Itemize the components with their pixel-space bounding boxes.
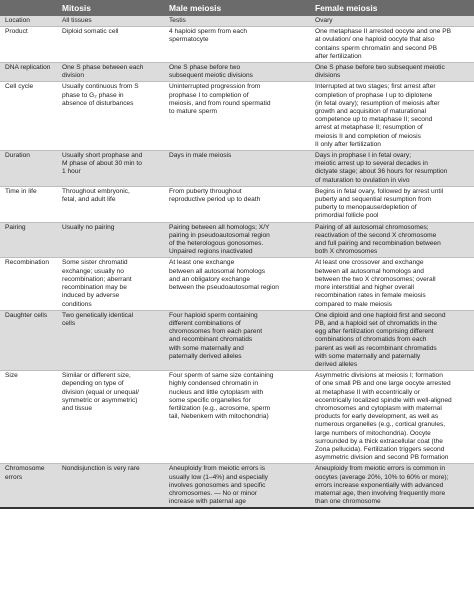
row-label <box>0 27 57 63</box>
male-meiosis-cell <box>164 222 310 258</box>
row-label <box>0 16 57 27</box>
female-meiosis-cell-text: Begins in fetal ovary, followed by arrest until puberty and sequential resumption from puberty to menopause/depletion of primordial follicle pool <box>315 187 444 220</box>
row-label <box>0 464 57 509</box>
mitosis-cell-text: Usually short prophase and M phase of about 30 min to 1 hour <box>62 152 143 176</box>
male-meiosis-cell-text: At least one exchange between all autosomal homologs and an obligatory exchange between the pseudoautosomal region <box>169 259 279 292</box>
row-label-text: Location <box>5 17 30 24</box>
female-meiosis-cell <box>310 222 474 258</box>
table-row <box>0 151 474 187</box>
table-header <box>0 0 474 16</box>
mitosis-cell-text: Some sister chromatid exchange; usually no recombination; aberrant recombination may be induced by adverse conditions <box>62 259 132 308</box>
mitosis-cell <box>57 27 164 63</box>
row-label-text: DNA replication <box>5 64 51 72</box>
table-row <box>0 258 474 310</box>
row-label-text: Recombination <box>5 259 49 267</box>
mitosis-cell-text: Nondisjunction is very rare <box>62 465 140 473</box>
mitosis-cell-text: Throughout embryonic, fetal, and adult life <box>62 187 130 204</box>
mitosis-cell <box>57 258 164 310</box>
male-meiosis-cell <box>164 82 310 151</box>
male-meiosis-cell-text: Pairing between all homologs; X/Y pairing in pseudoautosomal region of the heterologous gonosomes. Unpaired regions inactivated <box>169 223 270 256</box>
table-row <box>0 310 474 370</box>
male-meiosis-cell <box>164 151 310 187</box>
male-meiosis-cell-text: Four haploid sperm containing different combinations of chromosomes from each parent and recombinant chromatids with some maternally and paternally derived alleles <box>169 311 263 360</box>
mitosis-cell <box>57 82 164 151</box>
female-meiosis-cell-text: Interrupted at two stages; first arrest after completion of prophase I up to diplotene (in fetal ovary); resumption of meiosis after growth and acquisition of maturational competence up to metaphase II; second arrest at metaphase II; resumption of meiosis II and completion of meiosis II only after fertilization <box>315 83 440 148</box>
female-meiosis-cell <box>310 310 474 370</box>
male-meiosis-cell-text: Aneuploidy from meiotic errors is usually low (1–4%) and especially involves gonosomes and specific chromosomes. — No or minor increase with paternal age <box>169 465 268 506</box>
mitosis-cell-text: Similar or different size, depending on type of division (equal or unequal/ symmetric or asymmetric) and tissue <box>62 372 139 412</box>
mitosis-cell <box>57 371 164 464</box>
mitosis-cell <box>57 222 164 258</box>
header-row <box>0 0 474 16</box>
female-meiosis-cell-text: Ovary <box>315 17 333 24</box>
row-label-text: Product <box>5 28 28 36</box>
row-label-text: Duration <box>5 152 30 160</box>
table-row <box>0 27 474 63</box>
mitosis-cell <box>57 151 164 187</box>
table-row <box>0 63 474 82</box>
mitosis-cell <box>57 63 164 82</box>
female-meiosis-cell <box>310 371 474 464</box>
mitosis-cell-text: Usually no pairing <box>62 223 115 231</box>
mitosis-cell <box>57 310 164 370</box>
male-meiosis-cell <box>164 186 310 222</box>
female-meiosis-cell-text: Days in prophase I in fetal ovary; meiotic arrest up to several decades in dictyate stage; about 36 hours for resumption of maturation to ovulation in vivo <box>315 152 448 184</box>
table-row <box>0 371 474 464</box>
row-label-text: Daughter cells <box>5 311 48 319</box>
mitosis-cell-text: All tissues <box>62 17 92 24</box>
row-label <box>0 82 57 151</box>
row-label-text: Cell cycle <box>5 83 34 91</box>
female-meiosis-cell <box>310 151 474 187</box>
table-row <box>0 464 474 509</box>
male-meiosis-cell <box>164 27 310 63</box>
row-label-text: Time in life <box>5 187 37 195</box>
table-row <box>0 82 474 151</box>
female-meiosis-cell-text: At least one crossover and exchange between all autosomal homologs and between the two X chromosomes; overall more interstitial and higher overall recombination rates in female meiosis compared to male meiosis <box>315 259 436 308</box>
female-meiosis-cell <box>310 63 474 82</box>
male-meiosis-cell <box>164 464 310 509</box>
row-label <box>0 258 57 310</box>
male-meiosis-cell <box>164 258 310 310</box>
header-male-meiosis: Male meiosis <box>164 0 310 16</box>
row-label <box>0 151 57 187</box>
male-meiosis-cell-text: Four sperm of same size containing highly condensed chromatin in nucleus and little cytoplasm with some specific organelles for fertilization (e.g., acrosome, sperm tail, Nebenkern with mitochondria) <box>169 372 274 421</box>
male-meiosis-cell <box>164 16 310 27</box>
female-meiosis-cell <box>310 16 474 27</box>
female-meiosis-cell-text: Aneuploidy from meiotic errors is common in oocytes (average 20%, 10% to 60% or more); errors increase exponentially with advanced maternal age, then involving frequently more than one chromosome <box>315 465 449 506</box>
male-meiosis-cell-text: Days in male meiosis <box>169 152 232 160</box>
male-meiosis-cell-text: Uninterrupted progression from prophase I to completion of meiosis, and from round spermatid to mature sperm <box>169 83 271 116</box>
female-meiosis-cell-text: One metaphase II arrested oocyte and one PB at ovulation/ one haploid oocyte that also contains sperm chromatin and second PB after fertilization <box>315 28 451 60</box>
table-row <box>0 222 474 258</box>
header-female-meiosis: Female meiosis <box>310 0 474 16</box>
male-meiosis-cell-text: 4 haploid sperm from each spermatocyte <box>169 28 248 44</box>
table-row <box>0 186 474 222</box>
female-meiosis-cell <box>310 82 474 151</box>
mitosis-cell <box>57 16 164 27</box>
female-meiosis-cell-text: Asymmetric divisions at meiosis I; formation of one small PB and one large oocyte arrested at metaphase II with eccentrically or eccentrically localized spindle with well-aligned chromosomes and cytoplasm with maternal products for early development, as well as numerous organelles (e.g., cortical granules, large numbers of mitochondria). Oocyte surrounded by a thick extracellular coat (the Zona pellucida). Fertilization triggers second asymmetric division and second PB formation <box>315 372 452 462</box>
male-meiosis-cell-text: Testis <box>169 17 186 24</box>
male-meiosis-cell-text: One S phase before two subsequent meiotic divisions <box>169 64 253 80</box>
female-meiosis-cell <box>310 186 474 222</box>
mitosis-cell-text: Two genetically identical cells <box>62 311 134 327</box>
female-meiosis-cell <box>310 464 474 509</box>
female-meiosis-cell-text: One S phase before two subsequent meiotic divisions <box>315 64 445 80</box>
row-label-text: Size <box>5 372 18 380</box>
row-label <box>0 371 57 464</box>
header-empty <box>0 0 57 16</box>
mitosis-cell-text: Usually continuous from S phase to G₂ phase in absence of disturbances <box>62 83 139 107</box>
row-label <box>0 222 57 258</box>
row-label <box>0 63 57 82</box>
female-meiosis-cell-text: One diploid and one haploid first and second PB, and a haploid set of chromatids in the egg after fertilization comprising different combinations of chromatids from each parent as well as recombinant chromatids with some maternally and paternally derived alleles <box>315 311 446 368</box>
row-label <box>0 186 57 222</box>
header-mitosis: Mitosis <box>57 0 164 16</box>
row-label-text: Chromosome errors <box>5 465 45 481</box>
female-meiosis-cell <box>310 258 474 310</box>
male-meiosis-cell <box>164 63 310 82</box>
mitosis-cell <box>57 464 164 509</box>
male-meiosis-cell <box>164 310 310 370</box>
male-meiosis-cell <box>164 371 310 464</box>
row-label-text: Pairing <box>5 223 26 231</box>
mitosis-cell-text: One S phase between each division <box>62 64 144 80</box>
mitosis-cell-text: Diploid somatic cell <box>62 28 119 36</box>
table-body <box>0 16 474 508</box>
male-meiosis-cell-text: From puberty throughout reproductive period up to death <box>169 187 261 204</box>
table-row <box>0 16 474 27</box>
row-label <box>0 310 57 370</box>
female-meiosis-cell <box>310 27 474 63</box>
mitosis-cell <box>57 186 164 222</box>
female-meiosis-cell-text: Pairing of all autosomal chromosomes; reactivation of the second X chromosome and full pairing and recombination between both X chromosomes <box>315 223 441 256</box>
